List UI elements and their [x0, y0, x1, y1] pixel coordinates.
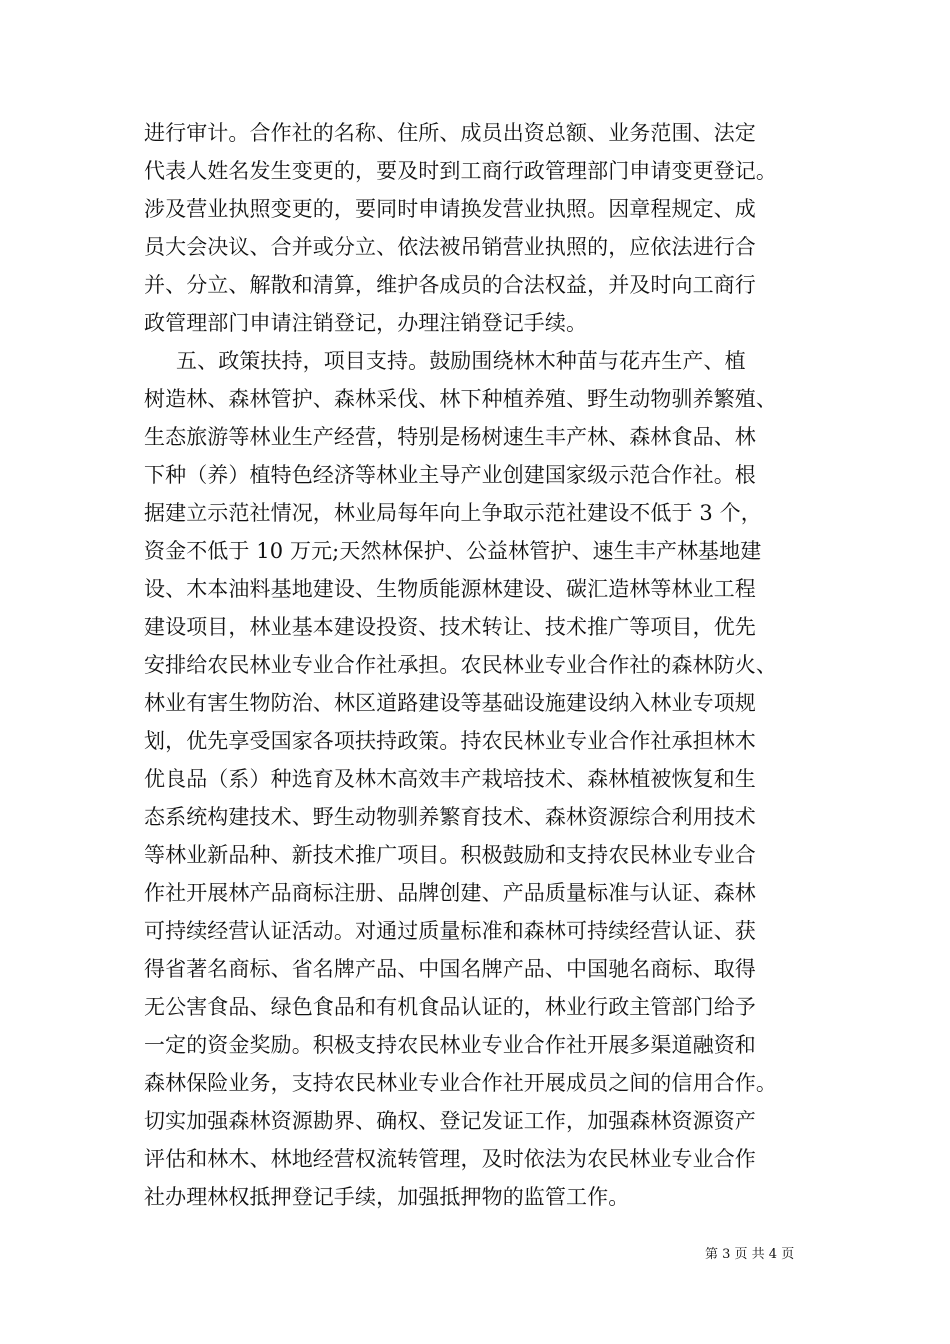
body-text-line: 森林保险业务，支持农民林业专业合作社开展成员之间的信用合作。	[144, 1071, 777, 1095]
body-text-line: 据建立示范社情况，林业局每年向上争取示范社建设不低于 3 个，	[144, 501, 762, 525]
body-text-line: 设、木本油料基地建设、生物质能源林建设、碳汇造林等林业工程	[144, 577, 756, 601]
body-text-line: 社办理林权抵押登记手续，加强抵押物的监管工作。	[144, 1185, 630, 1209]
body-text-line: 无公害食品、绿色食品和有机食品认证的，林业行政主管部门给予	[144, 995, 756, 1019]
page-number-footer: 第 3 页 共 4 页	[705, 1247, 795, 1262]
body-text-line: 作社开展林产品商标注册、品牌创建、产品质量标准与认证、森林	[144, 881, 756, 905]
body-text-line: 资金不低于 10 万元;天然林保护、公益林管护、速生丰产林基地建	[144, 539, 762, 563]
body-text-line: 并、分立、解散和清算，维护各成员的合法权益，并及时向工商行	[144, 273, 756, 297]
section-five-first-line: 五、政策扶持，项目支持。鼓励围绕林木种苗与花卉生产、植	[176, 349, 746, 373]
body-text-line: 下种（养）植特色经济等林业主导产业创建国家级示范合作社。根	[144, 463, 756, 487]
body-text-line: 涉及营业执照变更的，要同时申请换发营业执照。因章程规定、成	[144, 197, 756, 221]
body-text-line: 员大会决议、合并或分立、依法被吊销营业执照的，应依法进行合	[144, 235, 756, 259]
body-text-line: 生态旅游等林业生产经营，特别是杨树速生丰产林、森林食品、林	[144, 425, 756, 449]
body-text-line: 可持续经营认证活动。对通过质量标准和森林可持续经营认证、获	[144, 919, 756, 943]
body-text-line: 代表人姓名发生变更的，要及时到工商行政管理部门申请变更登记。	[144, 159, 777, 183]
body-text-line: 评估和林木、林地经营权流转管理，及时依法为农民林业专业合作	[144, 1147, 756, 1171]
body-text-line: 切实加强森林资源勘界、确权、登记发证工作，加强森林资源资产	[144, 1109, 756, 1133]
body-text-line: 安排给农民林业专业合作社承担。农民林业专业合作社的森林防火、	[144, 653, 777, 677]
body-text-line: 进行审计。合作社的名称、住所、成员出资总额、业务范围、法定	[144, 121, 756, 145]
body-text-line: 林业有害生物防治、林区道路建设等基础设施建设纳入林业专项规	[144, 691, 756, 715]
body-text-line: 划，优先享受国家各项扶持政策。持农民林业专业合作社承担林木	[144, 729, 756, 753]
body-text-line: 树造林、森林管护、森林采伐、林下种植养殖、野生动物驯养繁殖、	[144, 387, 777, 411]
body-text-line: 优良品（系）种选育及林木高效丰产栽培技术、森林植被恢复和生	[144, 767, 756, 791]
body-text-line: 态系统构建技术、野生动物驯养繁育技术、森林资源综合利用技术	[144, 805, 756, 829]
body-text-line: 政管理部门申请注销登记，办理注销登记手续。	[144, 311, 588, 335]
body-text-line: 一定的资金奖励。积极支持农民林业专业合作社开展多渠道融资和	[144, 1033, 756, 1057]
body-text-line: 建设项目，林业基本建设投资、技术转让、技术推广等项目，优先	[144, 615, 756, 639]
body-text-line: 等林业新品种、新技术推广项目。积极鼓励和支持农民林业专业合	[144, 843, 756, 867]
body-text-line: 得省著名商标、省名牌产品、中国名牌产品、中国驰名商标、取得	[144, 957, 756, 981]
